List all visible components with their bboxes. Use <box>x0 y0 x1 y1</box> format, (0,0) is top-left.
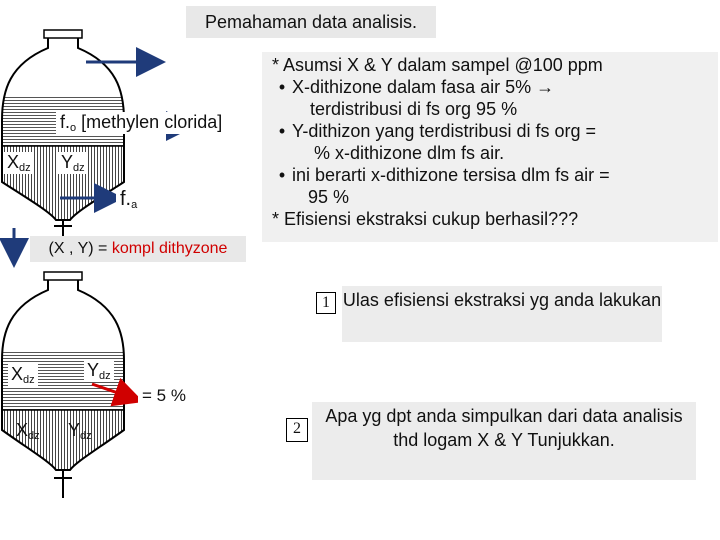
y-dithizone-label: $Y_{dz}$ <box>58 152 88 174</box>
note-line: * Efisiensi ekstraksi cukup berhasil??? <box>272 209 579 229</box>
note-line: • ini berarti x-dithizone tersisa dlm fs air = <box>278 165 610 185</box>
complex-label: (X , Y) = kompl dithyzone <box>30 236 246 262</box>
x-dithizone-label: $X_{dz}$ <box>8 364 38 386</box>
note-line: % x-dithizone dlm fs air. <box>314 143 505 163</box>
note-line: • X-dithizone dalam fasa air 5% → <box>278 77 555 97</box>
task-2-box: Apa yg dpt anda simpulkan dari data analisis thd logam X & Y Tunjukkan. <box>312 402 696 480</box>
x-dithizone-label: $X_{dz}$ <box>16 420 40 442</box>
x-dithizone-label: $X_{dz}$ <box>4 152 34 174</box>
percent-label: = 5 % <box>138 386 190 406</box>
note-line: * Asumsi X & Y dalam sampel @100 ppm <box>272 55 603 75</box>
y-dithizone-label: $Y_{dz}$ <box>84 360 114 382</box>
assumption-notes <box>262 52 718 242</box>
note-line: 95 % <box>308 187 350 207</box>
y-dithizone-label: $Y_{dz}$ <box>68 420 92 442</box>
note-line: terdistribusi di fs org 95 % <box>310 99 518 119</box>
aqueous-phase-label: $f._a$ <box>116 188 141 211</box>
task-number: 2 <box>286 418 308 442</box>
page-title: Pemahaman data analisis. <box>186 6 436 38</box>
organic-phase-label: $f._o$ [methylen clorida] <box>56 112 226 134</box>
task-number: 1 <box>316 292 336 314</box>
note-line: • Y-dithizon yang terdistribusi di fs org = <box>278 121 596 141</box>
task-1-box: Ulas efisiensi ekstraksi yg anda lakukan <box>342 286 662 342</box>
